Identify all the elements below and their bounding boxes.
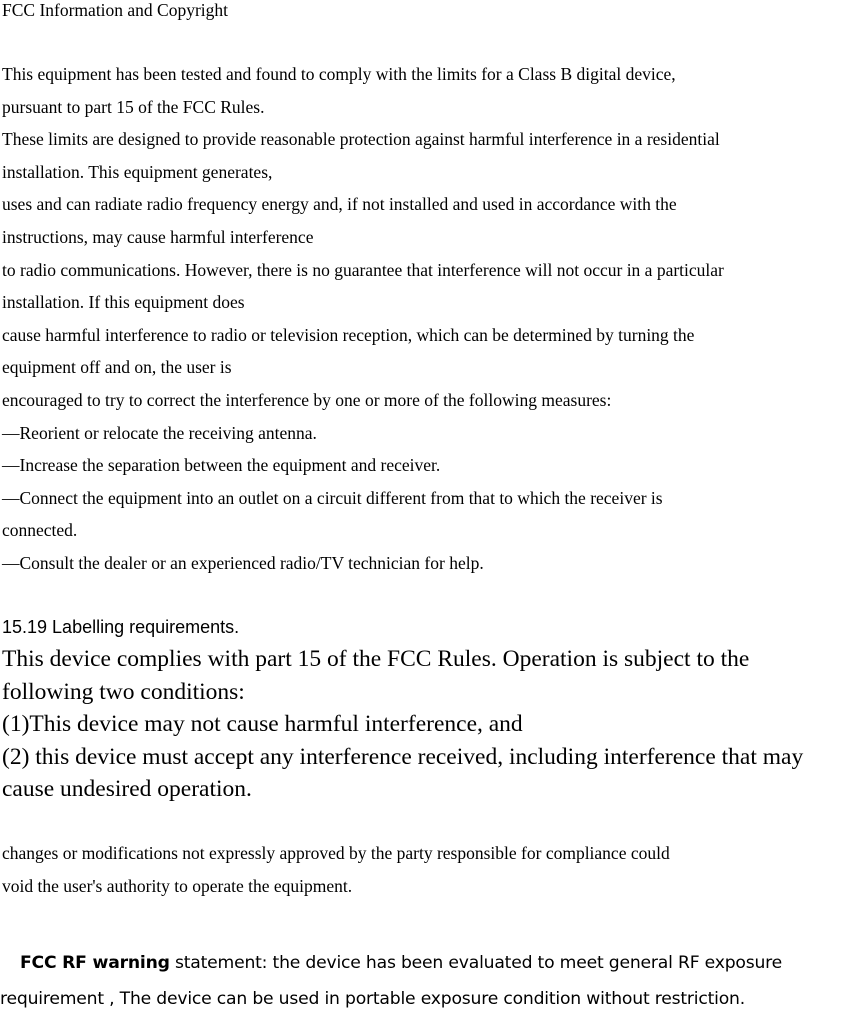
changes-line: void the user's authority to operate the equipment. (2, 875, 353, 896)
labelling-line: cause undesired operation. (2, 776, 252, 802)
paragraph-line: This equipment has been tested and found to comply with the limits for a Class B digital device, (2, 64, 676, 84)
paragraph-line: uses and can radiate radio frequency energy and, if not installed and used in accordance with the (2, 194, 677, 215)
measure-item: connected. (2, 520, 78, 541)
rf-warning-line: requirement , The device can be used in portable exposure condition without restriction. (0, 989, 745, 1009)
labelling-line: following two conditions: (2, 678, 245, 705)
paragraph-line: cause harmful interference to radio or television reception, which can be determined by turning the (2, 324, 695, 345)
paragraph-line: to radio communications. However, there is no guarantee that interference will not occur in a particular (2, 259, 724, 280)
rf-warning-text: statement: the device has been evaluated to meet general RF exposure (169, 953, 783, 973)
changes-warning (2, 837, 670, 902)
paragraph-line: instructions, may cause harmful interference (2, 226, 314, 247)
labelling-line: (2) this device must accept any interference received, including interference that may (2, 743, 804, 770)
changes-line: changes or modifications not expressly approved by the party responsible for compliance could (2, 843, 670, 863)
document-title: FCC Information and Copyright (2, 0, 229, 20)
rf-warning-line (0, 945, 782, 981)
labelling-line: This device complies with part 15 of the FCC Rules. Operation is subject to the (2, 646, 750, 672)
rf-warning-statement (0, 945, 782, 1017)
rf-warning-label: FCC RF warning (20, 953, 170, 973)
paragraph-line: installation. If this equipment does (2, 292, 245, 313)
labelling-statement (2, 643, 803, 806)
measure-item: —Increase the separation between the equipment and receiver. (2, 455, 441, 476)
fcc-compliance-paragraph (2, 58, 724, 580)
labelling-heading: 15.19 Labelling requirements. (2, 617, 240, 637)
labelling-line: (1)This device may not cause harmful interference, and (2, 711, 523, 737)
measure-item: —Reorient or relocate the receiving antenna. (2, 422, 317, 443)
paragraph-line: pursuant to part 15 of the FCC Rules. (2, 96, 265, 117)
measure-item: —Connect the equipment into an outlet on a circuit different from that to which the receiver is (2, 487, 663, 508)
paragraph-line: installation. This equipment generates, (2, 161, 273, 182)
paragraph-line: equipment off and on, the user is (2, 357, 232, 378)
measure-item: —Consult the dealer or an experienced radio/TV technician for help. (2, 552, 484, 573)
paragraph-line: These limits are designed to provide reasonable protection against harmful interference in a residential (2, 129, 720, 150)
paragraph-line: encouraged to try to correct the interference by one or more of the following measures: (2, 389, 612, 410)
